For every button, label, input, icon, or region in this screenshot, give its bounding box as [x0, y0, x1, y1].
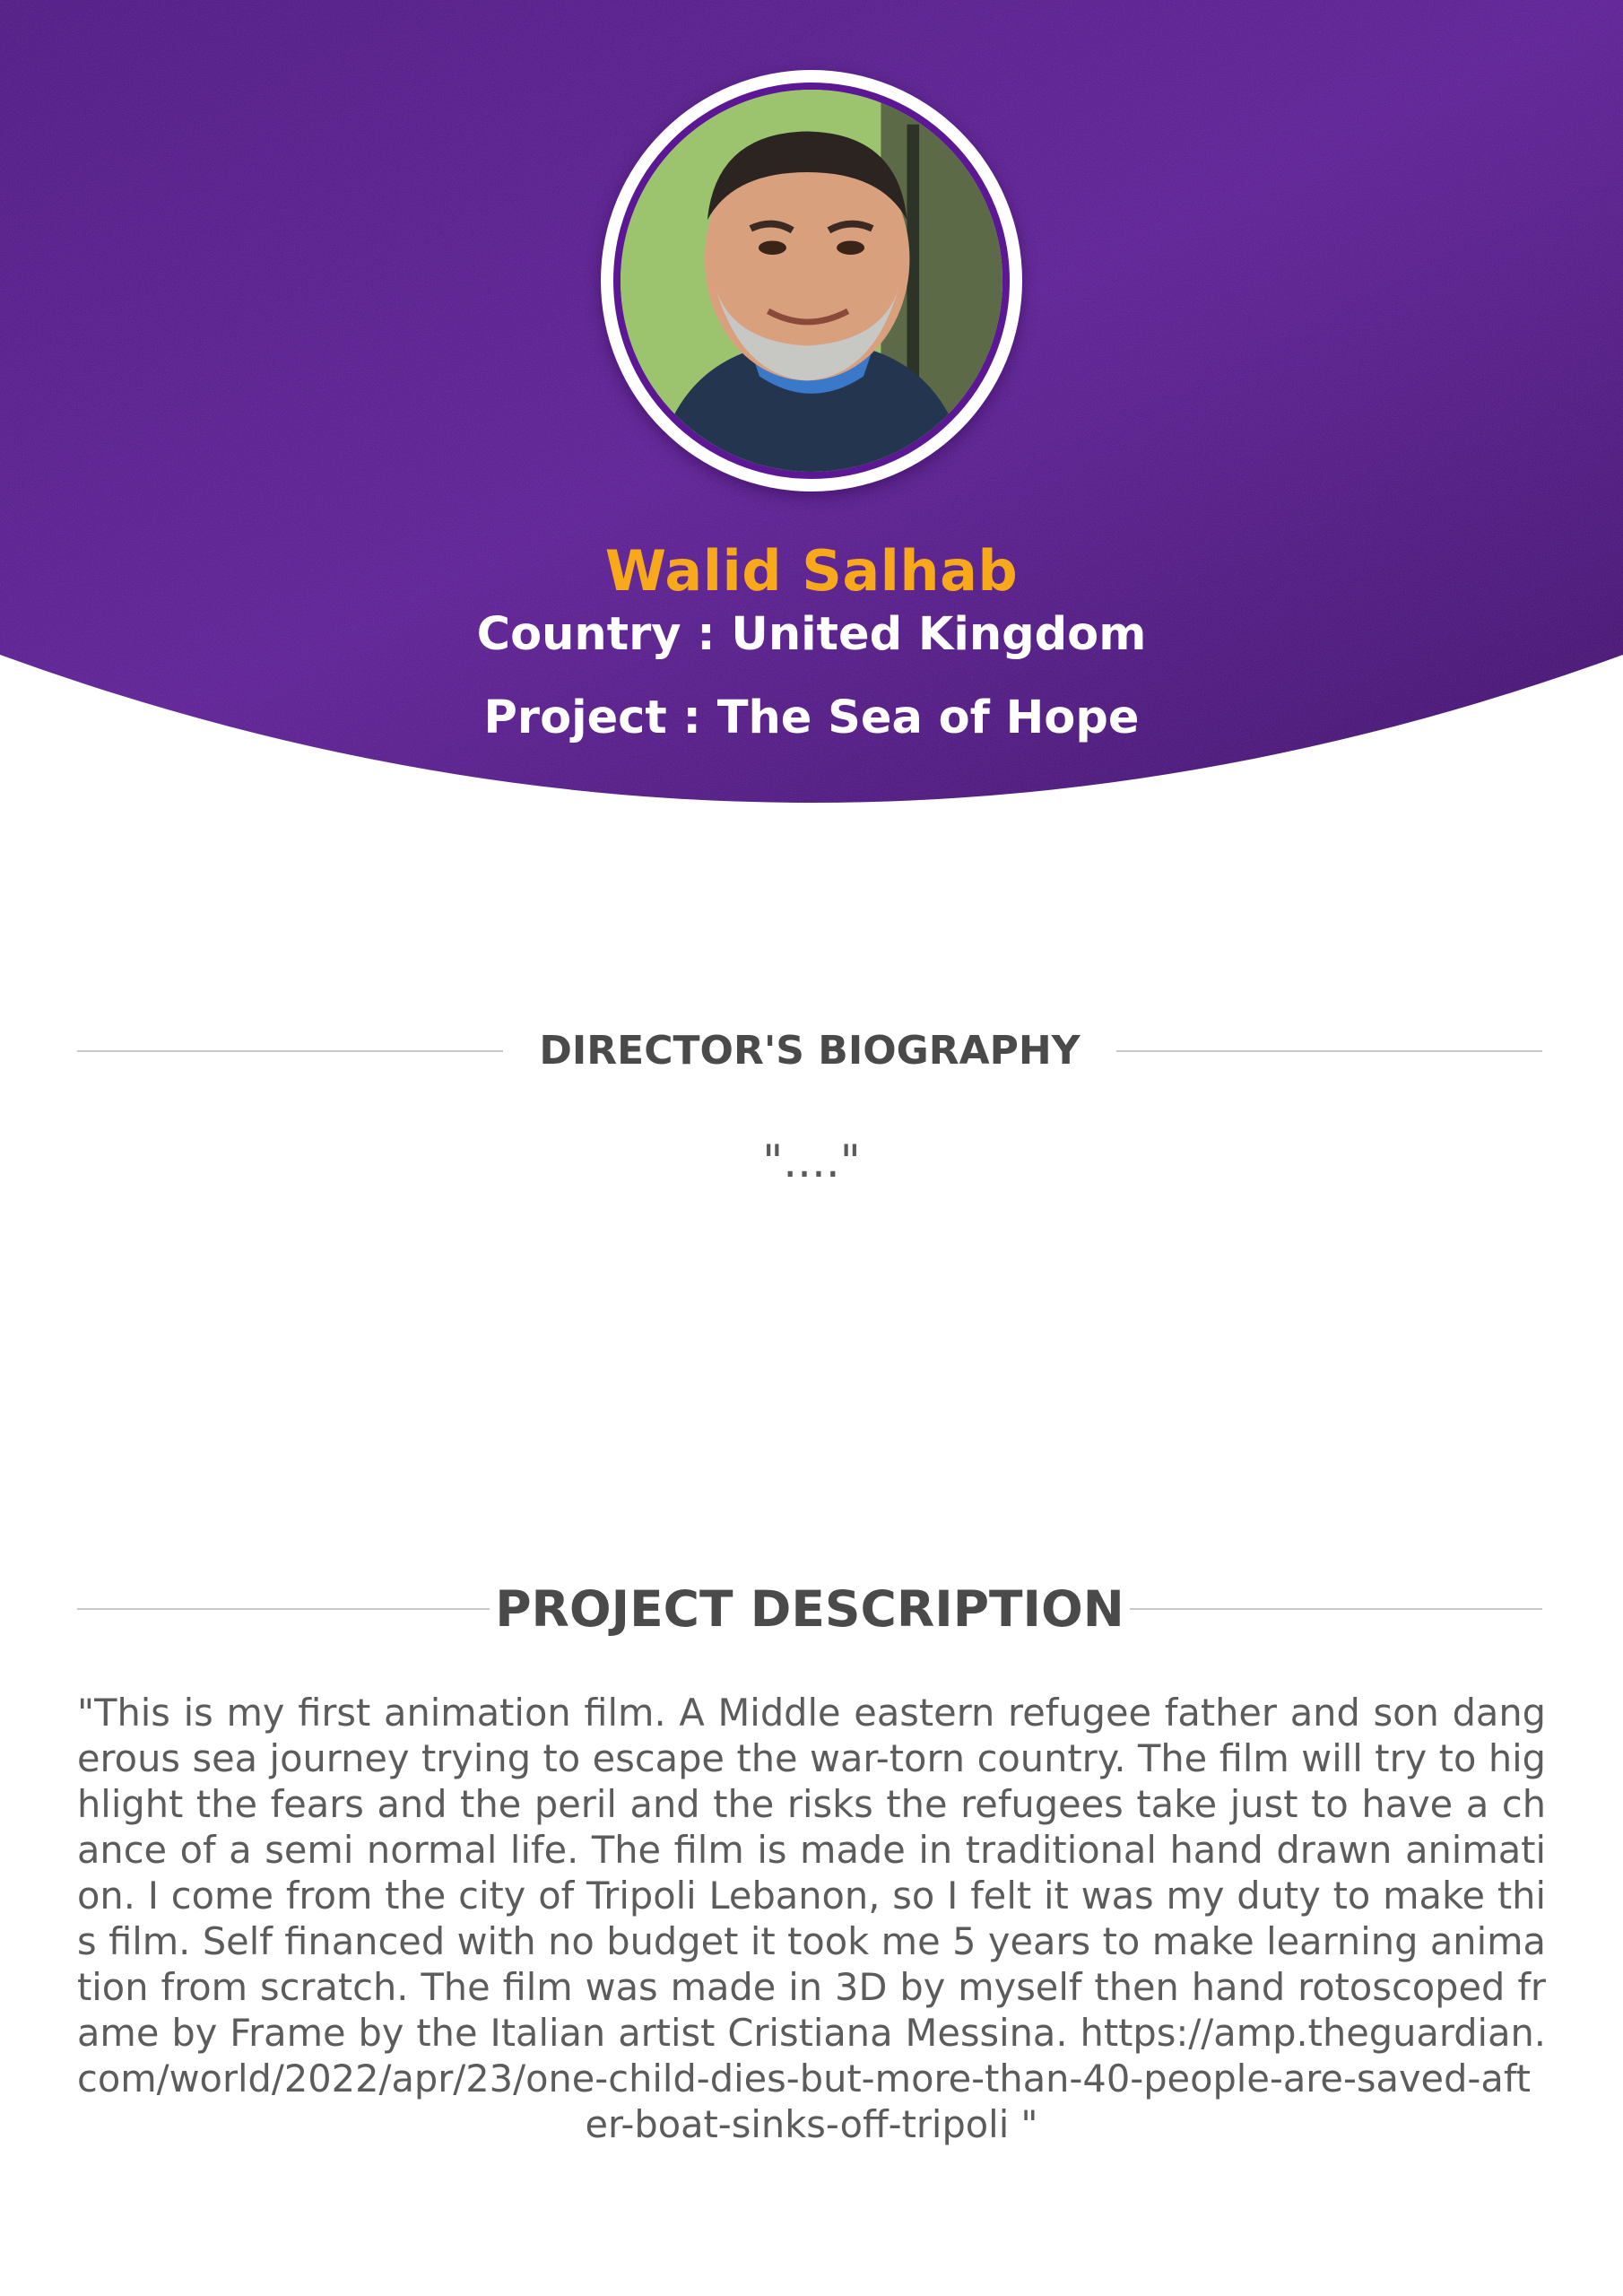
project-description-heading: PROJECT DESCRIPTION — [495, 1580, 1124, 1638]
divider-right — [1130, 1608, 1542, 1610]
divider-right — [1116, 1050, 1542, 1052]
country-line: Country : United Kingdom — [476, 608, 1147, 661]
project-section-header — [77, 1580, 1542, 1638]
director-photo — [613, 83, 1010, 479]
divider-left — [77, 1608, 490, 1610]
biography-heading: DIRECTOR'S BIOGRAPHY — [539, 1028, 1081, 1074]
biography-section-header — [77, 1028, 1542, 1074]
biography-text: "...." — [762, 1135, 861, 1187]
project-description-text: "This is my first animation film. A Middle eastern refugee father and son dangerous sea journey trying to escape the war-torn country. The film will try to highlight the fears and the peril and the risks the refugees take just to have a chance of a semi normal life. The film is made in traditional hand drawn animation. I come from the city of Tripoli Lebanon, so I felt it was my duty to make this film. Self financed with no budget it took me 5 years to make learning animation from scratch. The film was made in 3D by myself then hand rotoscoped frame by Frame by the Italian artist Cristiana Messina. https://amp.theguardian.com/world/2022/apr/23/one-child-dies-but-more-than-40-people-are-saved-after-boat-sinks-off-tripoli " — [77, 1691, 1546, 2146]
director-name: Walid Salhab — [604, 538, 1019, 604]
divider-left — [77, 1050, 503, 1052]
project-line: Project : The Sea of Hope — [483, 691, 1140, 744]
